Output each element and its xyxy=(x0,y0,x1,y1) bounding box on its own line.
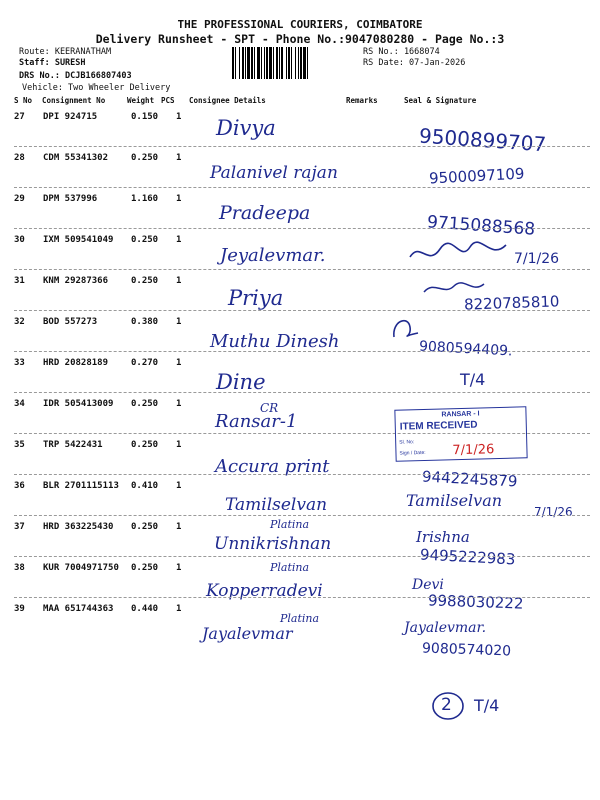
row-weight: 0.250 xyxy=(131,522,159,532)
row-consignment: MAA 651744363 xyxy=(43,604,114,614)
row-consignment: HRD 20828189 xyxy=(43,358,109,368)
footer-tail: T/4 xyxy=(474,696,500,715)
row-consignee: Priya xyxy=(228,286,284,310)
row-signature: 8220785810 xyxy=(463,292,560,314)
stamp-line4: Sign / Date: xyxy=(399,449,426,457)
row-consignment: IDR 505413009 xyxy=(43,399,114,409)
table-row xyxy=(14,598,590,660)
col-consignee: Consignee Details xyxy=(189,96,266,105)
table-row xyxy=(14,229,590,270)
row-weight: 0.380 xyxy=(131,317,159,327)
row-sno: 29 xyxy=(14,194,25,204)
row-pcs: 1 xyxy=(176,194,182,204)
row-consignee: Dine xyxy=(216,370,266,394)
col-sno: S No xyxy=(14,96,33,105)
row-consignee: Ransar-1 xyxy=(215,411,298,432)
col-weight: Weight xyxy=(127,96,155,105)
row-sno: 31 xyxy=(14,276,25,286)
col-seal-signature: Seal & Signature xyxy=(404,96,477,105)
table-row xyxy=(14,270,590,314)
row-signature: T/4 xyxy=(460,370,486,389)
stamp-line3: Sl. No: xyxy=(399,439,415,446)
row-signature: 9080574020 xyxy=(421,640,512,660)
signature-name: Irishna xyxy=(416,528,470,546)
row-consignment: KUR 7004971750 xyxy=(43,563,119,573)
row-sno: 27 xyxy=(14,112,25,122)
table-row xyxy=(14,311,590,360)
signature-scribble xyxy=(420,278,490,298)
row-note: Platina xyxy=(280,612,320,625)
row-consignment: DPI 924715 xyxy=(43,112,98,122)
company-title: THE PROFESSIONAL COURIERS, COIMBATORE xyxy=(177,18,423,31)
row-signature: 9500097109 xyxy=(428,164,525,188)
row-weight: 0.250 xyxy=(131,153,159,163)
drs-label: DRS No.: DCJB166807403 xyxy=(19,71,132,81)
footer-circled-number: 2 xyxy=(441,695,452,715)
row-signature: 9715088568 xyxy=(426,212,536,240)
row-weight: 0.250 xyxy=(131,235,159,245)
signature-name: Jayalevmar. xyxy=(404,620,487,636)
row-consignment: IXM 509541049 xyxy=(43,235,114,245)
col-pcs: PCS xyxy=(161,96,175,105)
row-consignee: Jeyalevmar. xyxy=(220,245,326,266)
row-pcs: 1 xyxy=(176,153,182,163)
row-weight: 0.250 xyxy=(131,440,159,450)
row-pcs: 1 xyxy=(176,399,182,409)
row-consignment: CDM 55341302 xyxy=(43,153,109,163)
row-pcs: 1 xyxy=(176,358,182,368)
item-received-stamp xyxy=(394,406,527,461)
rs-date: RS Date: 07-Jan-2026 xyxy=(363,58,466,68)
row-pcs: 1 xyxy=(176,522,182,532)
col-remarks: Remarks xyxy=(346,96,378,105)
row-weight: 1.160 xyxy=(131,194,159,204)
row-sno: 35 xyxy=(14,440,25,450)
row-sno: 38 xyxy=(14,563,25,573)
row-sno: 30 xyxy=(14,235,25,245)
signature-scribble xyxy=(406,237,516,269)
row-signature: 9500899707 xyxy=(418,123,547,157)
row-consignment: BOD 557273 xyxy=(43,317,98,327)
row-sno: 34 xyxy=(14,399,25,409)
row-pcs: 1 xyxy=(176,317,182,327)
row-pcs: 1 xyxy=(176,440,182,450)
row-pcs: 1 xyxy=(176,235,182,245)
row-weight: 0.270 xyxy=(131,358,159,368)
row-pcs: 1 xyxy=(176,604,182,614)
rs-number: RS No.: 1668074 xyxy=(363,47,440,57)
row-consignee: Muthu Dinesh xyxy=(210,331,340,352)
row-sno: 39 xyxy=(14,604,25,614)
row-consignee: Accura print xyxy=(215,456,330,477)
row-note: Platina xyxy=(270,518,310,531)
row-consignee: Palanivel rajan xyxy=(210,163,338,183)
row-sno: 36 xyxy=(14,481,25,491)
row-consignee: Divya xyxy=(216,116,276,140)
barcode xyxy=(232,47,358,79)
row-pcs: 1 xyxy=(176,481,182,491)
row-weight: 0.250 xyxy=(131,563,159,573)
vehicle-label: Vehicle: Two Wheeler Delivery xyxy=(22,83,171,93)
signature-scribble xyxy=(388,313,428,343)
row-consignment: KNM 29287366 xyxy=(43,276,109,286)
table-row xyxy=(14,475,590,519)
row-sno: 33 xyxy=(14,358,25,368)
signature-name: Devi xyxy=(412,577,444,593)
row-weight: 0.410 xyxy=(131,481,159,491)
stamp-line1: RANSAR - I xyxy=(441,410,480,419)
row-pcs: 1 xyxy=(176,276,182,286)
row-signature: 9495222983 xyxy=(419,545,516,569)
row-sno: 28 xyxy=(14,153,25,163)
row-signature: 7/1/26 xyxy=(514,251,560,267)
table-row xyxy=(14,147,590,188)
stamp-line2: ITEM RECEIVED xyxy=(399,419,478,433)
runsheet-subtitle: Delivery Runsheet - SPT - Phone No.:9047080280 - Page No.:3 xyxy=(95,32,505,46)
row-weight: 0.150 xyxy=(131,112,159,122)
row-note: Platina xyxy=(270,561,310,574)
row-consignee: Kopperradevi xyxy=(206,581,323,601)
row-sno: 32 xyxy=(14,317,25,327)
row-sno: 37 xyxy=(14,522,25,532)
row-weight: 0.250 xyxy=(131,276,159,286)
row-pcs: 1 xyxy=(176,112,182,122)
row-signature: 7/1/26 xyxy=(534,505,573,519)
route-label: Route: KEERANATHAM xyxy=(19,47,112,57)
row-weight: 0.250 xyxy=(131,399,159,409)
row-consignment: HRD 363225430 xyxy=(43,522,114,532)
row-consignee: Pradeepa xyxy=(219,202,311,224)
signature-name: Tamilselvan xyxy=(406,491,503,510)
row-signature: 9988030222 xyxy=(427,591,524,613)
row-consignment: DPM 537996 xyxy=(43,194,98,204)
staff-label: Staff: SURESH xyxy=(19,58,86,68)
table-row xyxy=(14,106,590,157)
row-pcs: 1 xyxy=(176,563,182,573)
row-consignee: Tamilselvan xyxy=(225,495,328,515)
stamp-date: 7/1/26 xyxy=(452,442,495,459)
row-signature: 9080594409. xyxy=(418,338,513,360)
row-consignee: Jayalevmar xyxy=(202,624,293,643)
row-weight: 0.440 xyxy=(131,604,159,614)
row-note: CR xyxy=(260,401,279,415)
row-consignee: Unnikrishnan xyxy=(214,534,332,554)
row-signature: 9442245879 xyxy=(421,467,518,491)
table-row xyxy=(14,352,590,393)
row-consignment: BLR 2701115113 xyxy=(43,481,119,491)
row-consignment: TRP 5422431 xyxy=(43,440,103,450)
col-consignment: Consignment No xyxy=(42,96,106,105)
